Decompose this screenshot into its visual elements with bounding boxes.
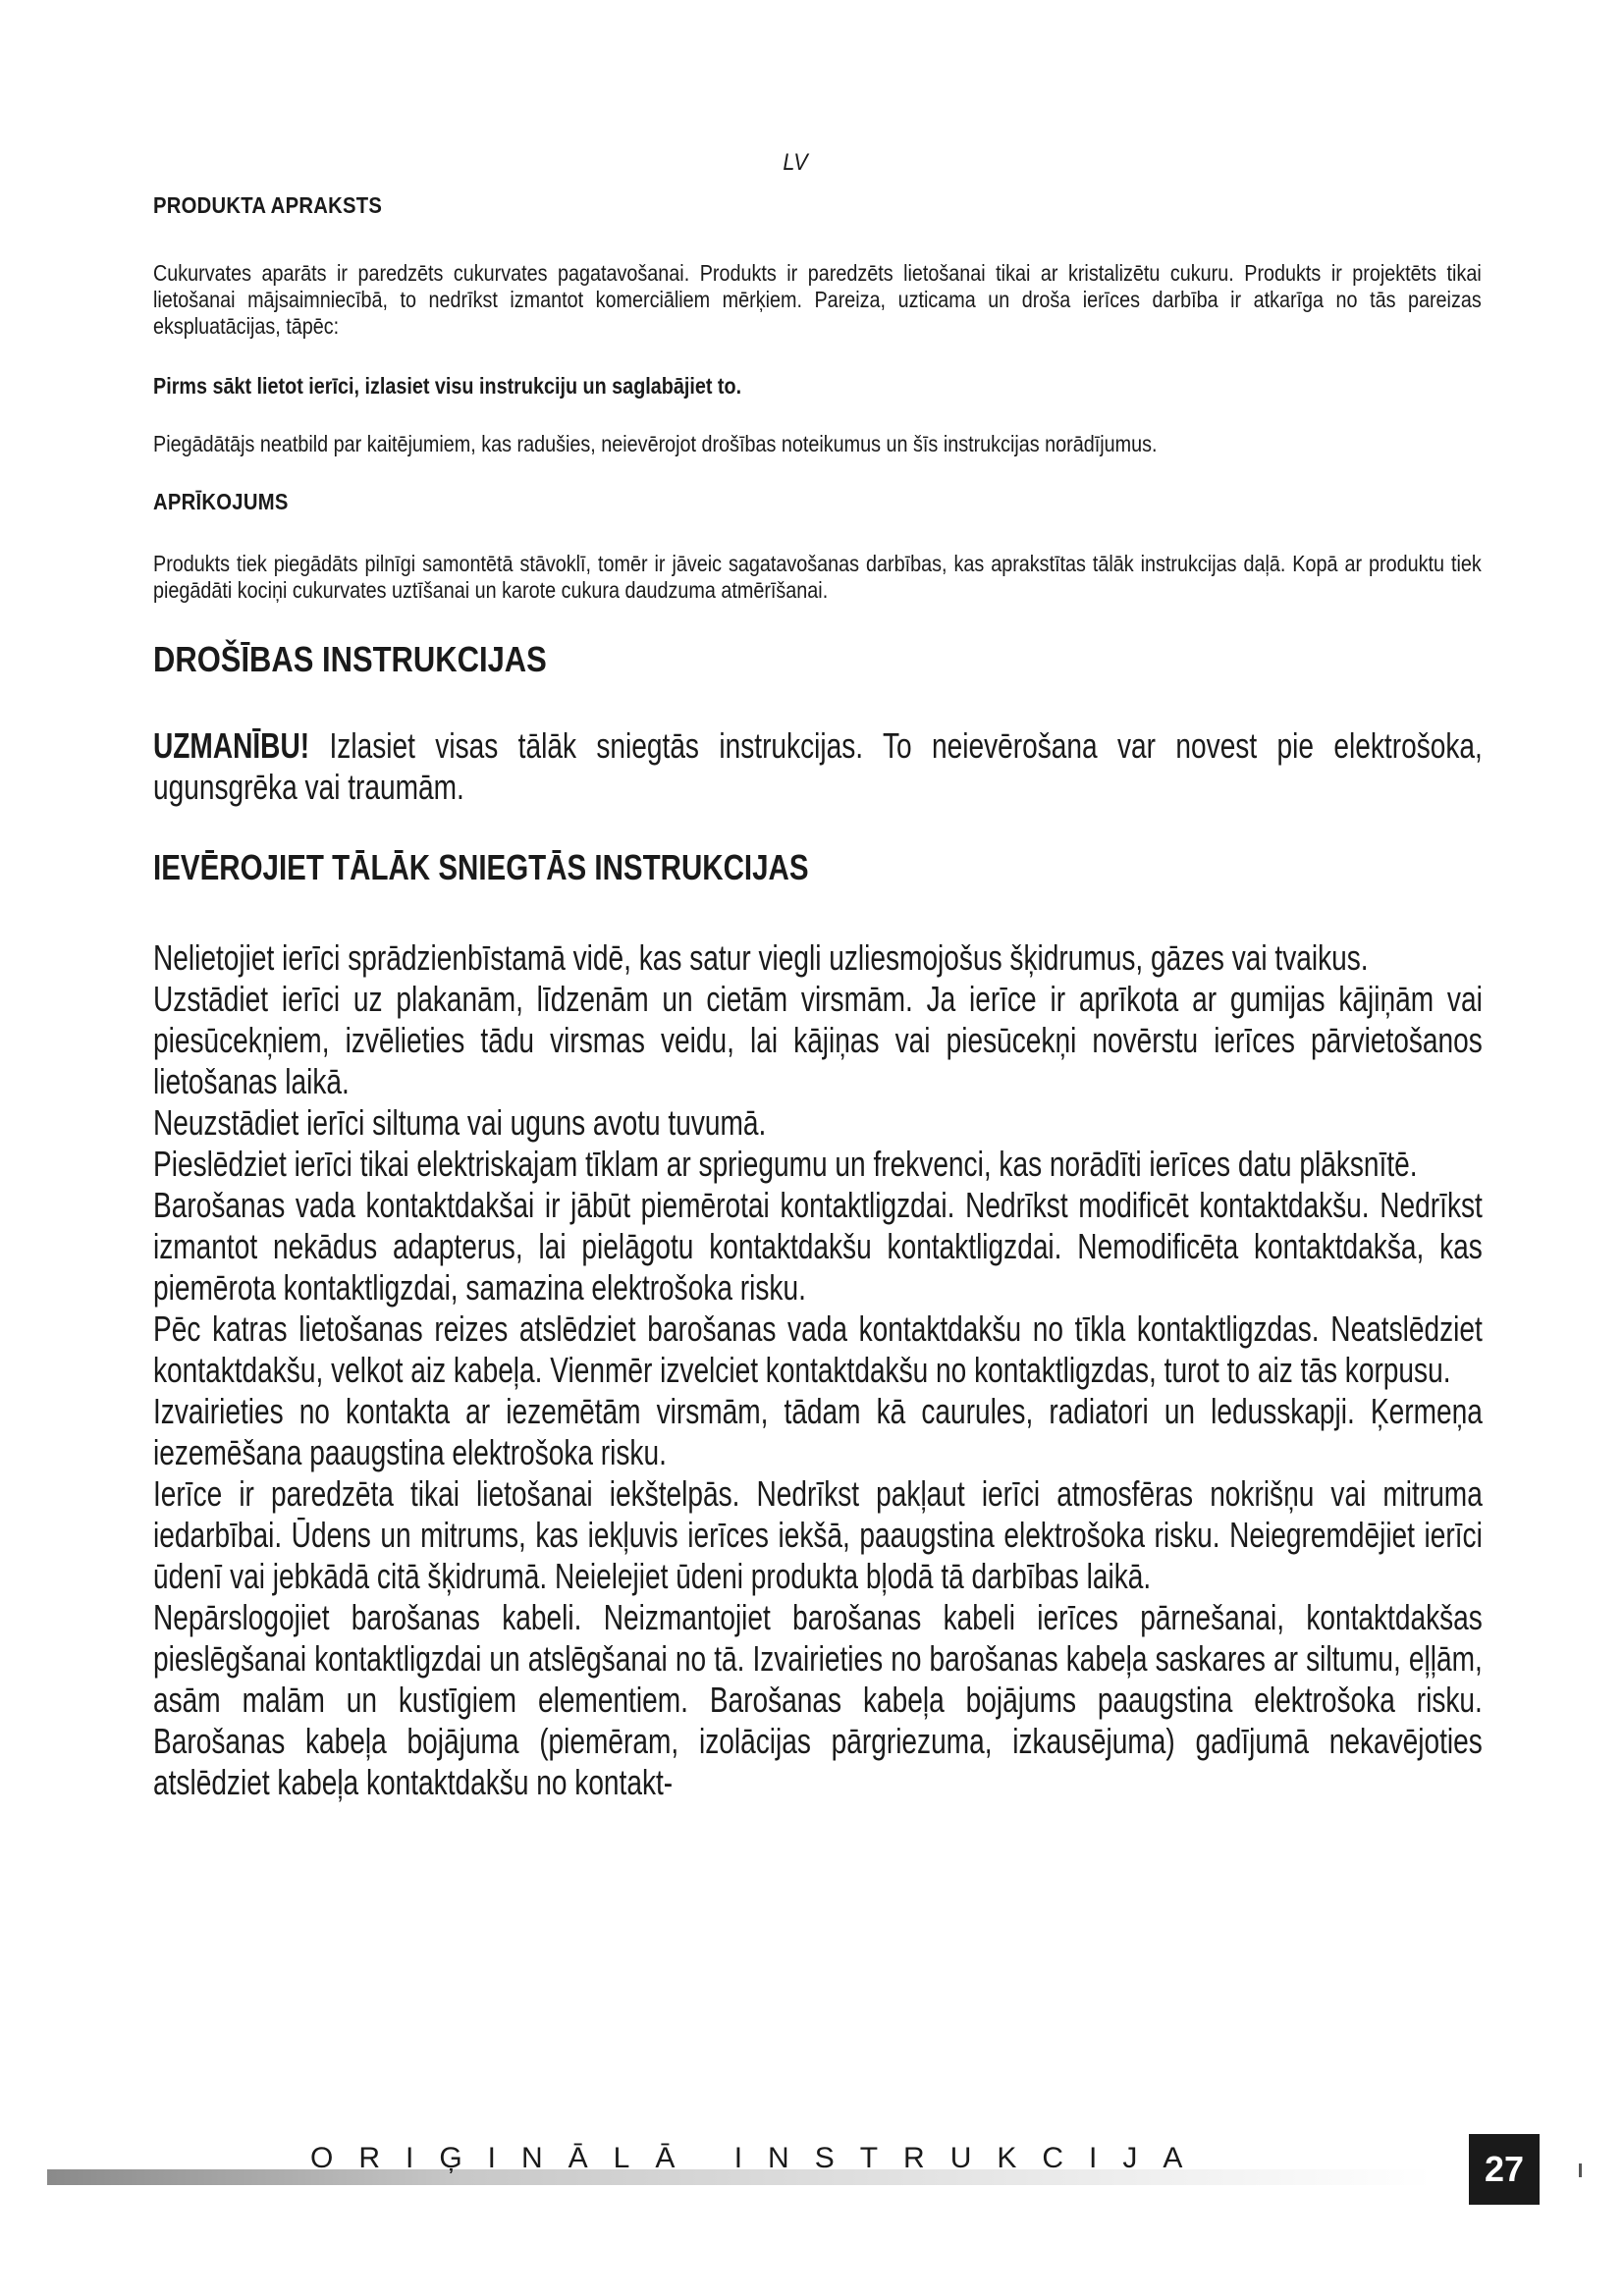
instruction-item: Nelietojiet ierīci sprādzienbīstamā vidē, kas satur viegli uzliesmojošus šķidrumus, gāzes vai tvaikus. xyxy=(153,937,1369,978)
instruction-item: Barošanas vada kontaktdakšai ir jābūt piemērotai kontaktligzdai. Nedrīkst modificēt kontaktdakšu. Nedrīkst izmantot nekādus adapterus, lai pielāgotu kontaktdakšu kontaktligzdai. Nemodificēta kontaktdakša, kas piemērota kontaktligzdai, samazina elektrošoka risku. xyxy=(153,1185,1483,1308)
instruction-item: Izvairieties no kontakta ar iezemētām virsmām, tādam kā caurules, radiatori un ledusskapji. Ķermeņa iezemēšana paaugstina elektrošoka risku. xyxy=(153,1391,1483,1472)
safety-heading: DROŠĪBAS INSTRUKCIJAS xyxy=(153,639,547,679)
instruction-item: Nepārslogojiet barošanas kabeli. Neizmantojiet barošanas kabeli ierīces pārnešanai, kontaktdakšas pieslēgšanai kontaktligzdai un atslēgšanai no tā. Izvairieties no barošanas kabeļa saskares ar siltumu, eļļām, asām malām un kustīgiem elementiem. Barošanas kabeļa bojājums paaugstina elektrošoka risku. Barošanas kabeļa bojājuma (piemēram, izolācijas pārgriezuma, izkausējuma) gadījumā nekavējoties atslēdziet kabeļa kontaktdakšu no kontakt- xyxy=(153,1597,1483,1802)
product-description-text: Cukurvates aparāts ir paredzēts cukurvates pagatavošanai. Produkts ir paredzēts lietošanai tikai ar kristalizētu cukuru. Produkts ir projektēts tikai lietošanai mājsaimniecībā, to nedrīkst izmantot komerciāliem mērķiem. Pareiza, uzticama un droša ierīces darbība ir atkarīga no tās pareizas ekspluatācijas, tāpēc: xyxy=(153,260,1482,339)
warning-text: Izlasiet visas tālāk sniegtās instrukcijas. To neievērošana var novest pie elektrošoka, ugunsgrēka vai traumām. xyxy=(153,725,1483,807)
equipment-heading: APRĪKOJUMS xyxy=(153,489,289,514)
instruction-item: Ierīce ir paredzēta tikai lietošanai iekštelpās. Nedrīkst pakļaut ierīci atmosfēras nokrišņu vai mitruma iedarbībai. Ūdens un mitrums, kas iekļuvis ierīces iekšā, paaugstina elektrošoka risku. Neiegremdējiet ierīci ūdenī vai jebkādā citā šķidrumā. Neielejiet ūdeni produkta bļodā tā darbības laikā. xyxy=(153,1473,1483,1596)
language-marker: LV xyxy=(783,149,808,176)
instruction-list xyxy=(153,937,1485,1803)
observe-heading: IEVĒROJIET TĀLĀK SNIEGTĀS INSTRUKCIJAS xyxy=(153,847,809,887)
footer-label: ORIĢINĀLĀ INSTRUKCIJA xyxy=(310,2142,1209,2174)
warning-paragraph xyxy=(153,725,1483,808)
instruction-item: Pieslēdziet ierīci tikai elektriskajam tīklam ar spriegumu un frekvenci, kas norādīti ierīces datu plāksnītē. xyxy=(153,1144,1418,1184)
page-number: 27 xyxy=(1469,2134,1540,2205)
instruction-item: Uzstādiet ierīci uz plakanām, līdzenām un cietām virsmām. Ja ierīce ir aprīkota ar gumijas kājiņām vai piesūcekņiem, izvēlieties tādu virsmas veidu, lai kājiņas vai piesūcekņi novērstu ierīces pārvietošanos lietošanas laikā. xyxy=(153,979,1483,1101)
page-content xyxy=(153,192,1485,1803)
instruction-item: Neuzstādiet ierīci siltuma vai uguns avotu tuvumā. xyxy=(153,1102,767,1143)
read-all-note: Pirms sākt lietot ierīci, izlasiet visu instrukciju un saglabājiet to. xyxy=(153,373,742,399)
warning-label: UZMANĪBU! xyxy=(153,725,310,766)
page-edge-mark xyxy=(1579,2163,1582,2177)
instruction-item: Pēc katras lietošanas reizes atslēdziet barošanas vada kontaktdakšu no tīkla kontaktligzdas. Neatslēdziet kontaktdakšu, velkot aiz kabeļa. Vienmēr izvelciet kontaktdakšu no kontaktligzdas, turot to aiz tās korpusu. xyxy=(153,1308,1483,1390)
liability-note: Piegādātājs neatbild par kaitējumiem, kas radušies, neievērojot drošības noteikumus un šīs instrukcijas norādījumus. xyxy=(153,431,1158,456)
equipment-text: Produkts tiek piegādāts pilnīgi samontētā stāvoklī, tomēr ir jāveic sagatavošanas darbības, kas aprakstītas tālāk instrukcijas daļā. Kopā ar produktu tiek piegādāti kociņi cukurvates uztīšanai un karote cukura daudzuma atmērīšanai. xyxy=(153,551,1482,603)
product-description-heading: PRODUKTA APRAKSTS xyxy=(153,192,383,218)
